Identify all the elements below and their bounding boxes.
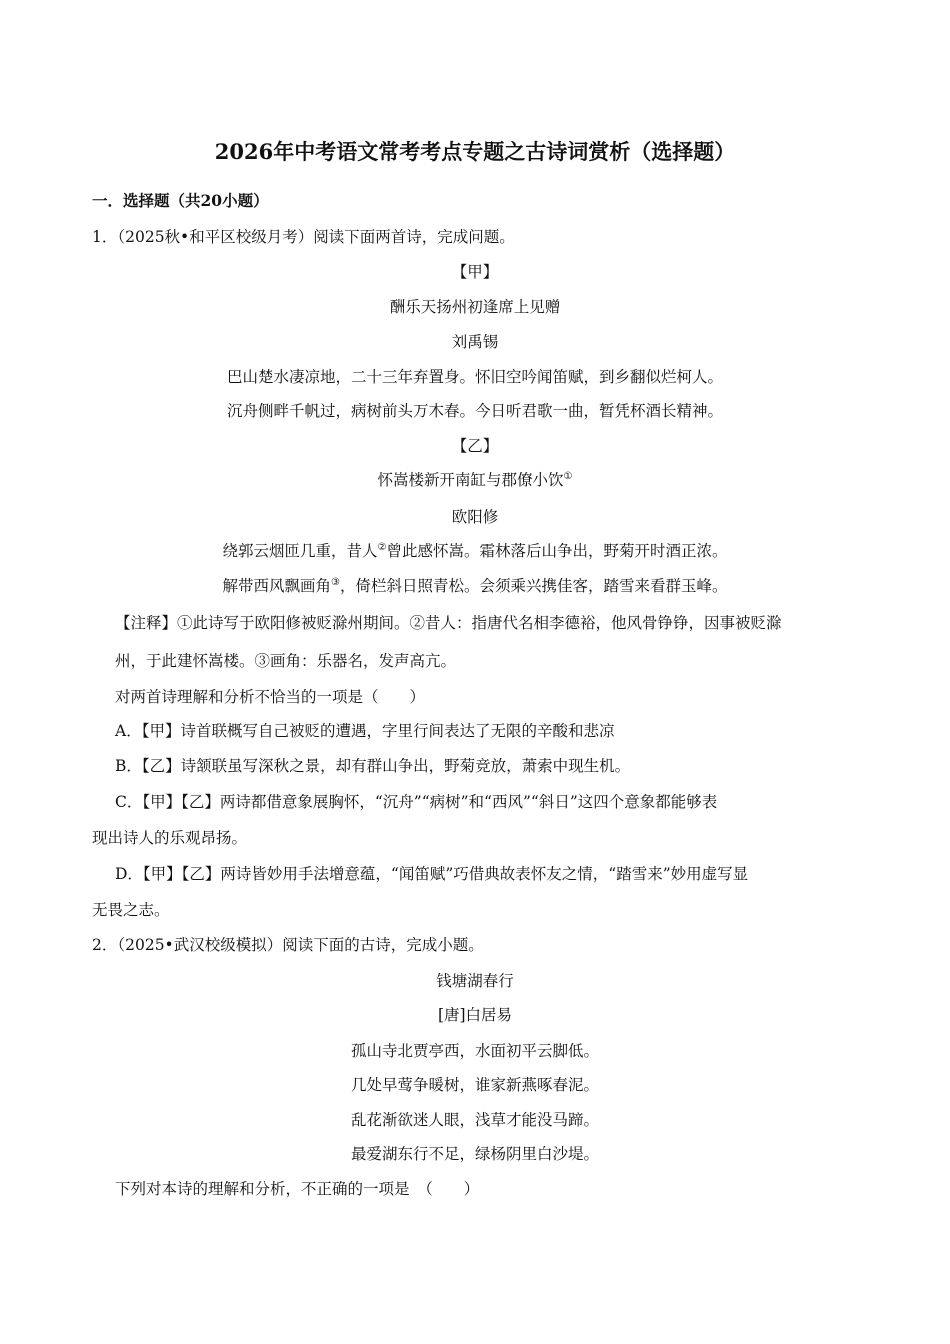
q2-poem-author: [唐]白居易: [437, 1006, 513, 1024]
q1-poem-jia-label: 【甲】: [451, 263, 499, 281]
section-heading: 一．选择题（共20小题）: [92, 191, 269, 210]
q1-poem-yi-line1: [0, 540, 950, 562]
q1-poem-yi-line1-a: 绕郭云烟匝几重，昔人: [222, 542, 378, 560]
q1-poem-yi-line2: [0, 575, 950, 597]
q1-poem-yi-label: 【乙】: [451, 437, 499, 455]
q1-poem-yi-line1-b: 曾此感怀嵩。霜林落后山争出，野菊开时酒正浓。: [386, 542, 728, 560]
q1-poem-jia-title: 酬乐天扬州初逢席上见赠: [389, 298, 561, 316]
q1-option-c-line1: C．【甲】【乙】两诗都借意象展胸怀，“沉舟”“病树”和“西风”“斜日”这四个意象都能够表: [115, 793, 718, 811]
q2-poem-line1: 孤山寺北贾亭西，水面初平云脚低。: [350, 1042, 599, 1060]
q1-poem-yi-line2-a: 解带西风飘画角: [222, 577, 332, 595]
q1-poem-yi-author: 欧阳修: [451, 508, 499, 526]
q1-option-a: A．【甲】诗首联概写自己被贬的遭遇，字里行间表达了无限的辛酸和悲凉: [115, 722, 615, 740]
q2-poem-line4: 最爱湖东行不足，绿杨阴里白沙堤。: [350, 1145, 599, 1163]
q2-poem-line3: 乱花渐欲迷人眼，浅草才能没马蹄。: [350, 1111, 599, 1129]
q2-poem-line2: 几处早莺争暖树，谁家新燕啄春泥。: [350, 1076, 599, 1094]
note-mark-1: ①: [563, 471, 573, 482]
q1-stem: 1．（2025秋•和平区校级月考）阅读下面两首诗，完成问题。: [92, 228, 515, 246]
q1-option-c-line2: 现出诗人的乐观昂扬。: [92, 829, 248, 847]
q1-question: 对两首诗理解和分析不恰当的一项是（ ）: [115, 688, 426, 706]
q2-question: 下列对本诗的理解和分析，不正确的一项是 （ ）: [115, 1180, 480, 1198]
q1-option-b: B．【乙】诗颔联虽写深秋之景，却有群山争出，野菊竞放，萧索中现生机。: [115, 757, 631, 775]
q1-poem-yi-title-line: [0, 469, 950, 491]
q1-notes-line1: 【注释】①此诗写于欧阳修被贬滁州期间。②昔人：指唐代名相李德裕，他风骨铮铮，因事被贬滁: [115, 614, 782, 632]
q1-option-d-line2: 无畏之志。: [92, 901, 170, 919]
q2-poem-title: 钱塘湖春行: [436, 972, 514, 990]
q1-notes-line2: 州，于此建怀嵩楼。③画角：乐器名，发声高亢。: [115, 652, 457, 670]
note-mark-3: ③: [331, 577, 340, 588]
page-title: 2026年中考语文常考考点专题之古诗词赏析（选择题）: [214, 139, 736, 164]
note-mark-2: ②: [377, 542, 387, 553]
q2-stem: 2．（2025•武汉校级模拟）阅读下面的古诗，完成小题。: [92, 936, 484, 954]
q1-option-d-line1: D．【甲】【乙】两诗皆妙用手法增意蕴，“闻笛赋”巧借典故表怀友之情，“踏雪来”妙用虚写显: [115, 865, 749, 883]
q1-poem-yi-title: 怀嵩楼新开南缸与郡僚小饮: [377, 471, 564, 489]
q1-poem-yi-line2-b: ，倚栏斜日照青松。会须乘兴携佳客，踏雪来看群玉峰。: [339, 577, 728, 595]
q1-poem-jia-line1: 巴山楚水凄凉地，二十三年弃置身。怀旧空吟闻笛赋，到乡翻似烂柯人。: [226, 368, 723, 386]
q1-poem-jia-author: 刘禹锡: [451, 333, 499, 351]
q1-poem-jia-line2: 沉舟侧畔千帆过，病树前头万木春。今日听君歌一曲，暂凭杯酒长精神。: [226, 402, 723, 420]
